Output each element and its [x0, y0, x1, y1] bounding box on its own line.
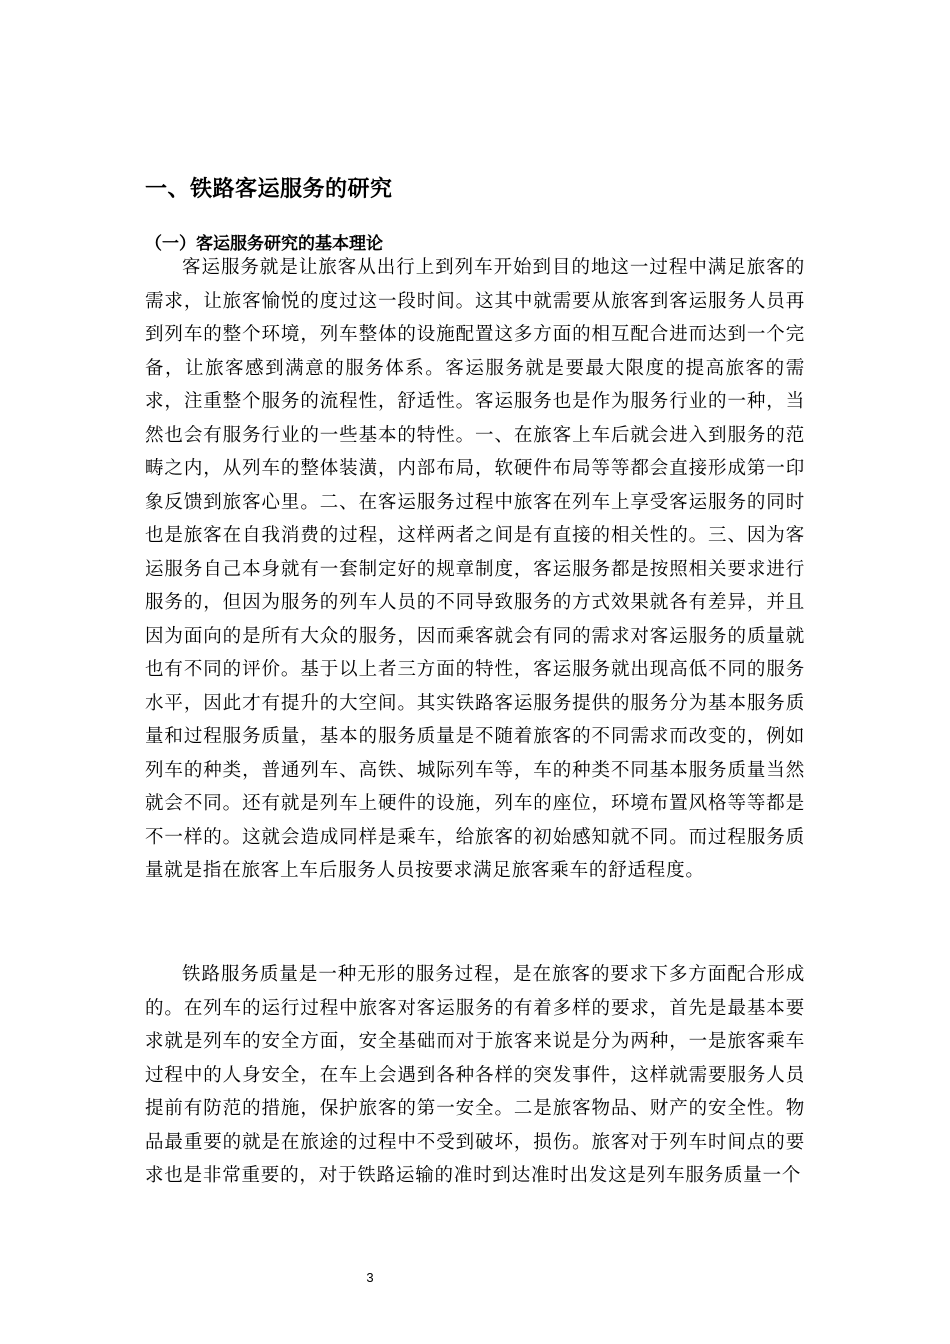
- body-paragraph: 铁路服务质量是一种无形的服务过程，是在旅客的要求下多方面配合形成的。在列车的运行过程中旅客对客运服务的有着多样的要求，首先是最基本要求就是列车的安全方面，安全基础而对于旅客来说是分为两种，一是旅客乘车过程中的人身安全，在车上会遇到各种各样的突发事件，这样就需要服务人员提前有防范的措施，保护旅客的第一安全。二是旅客物品、财产的安全性。物品最重要的就是在旅途的过程中不受到破坏，损伤。旅客对于列车时间点的要求也是非常重要的，对于铁路运输的准时到达准时出发这是列车服务质量一个: [145, 964, 805, 1186]
- subsection-heading: （一）客运服务研究的基本理论: [145, 234, 383, 254]
- section-heading: 一、铁路客运服务的研究: [145, 177, 393, 202]
- body-paragraph: 客运服务就是让旅客从出行上到列车开始到目的地这一过程中满足旅客的需求，让旅客愉悦的度过这一段时间。这其中就需要从旅客到客运服务人员再到列车的整个环境，列车整体的设施配置这多方面的相互配合进而达到一个完备，让旅客感到满意的服务体系。客运服务就是要最大限度的提高旅客的需求，注重整个服务的流程性，舒适性。客运服务也是作为服务行业的一种，当然也会有服务行业的一些基本的特性。一、在旅客上车后就会进入到服务的范畴之内，从列车的整体装潢，内部布局，软硬件布局等等都会直接形成第一印象反馈到旅客心里。二、在客运服务过程中旅客在列车上享受客运服务的同时也是旅客在自我消费的过程，这样两者之间是有直接的相关性的。三、因为客运服务自己本身就有一套制定好的规章制度，客运服务都是按照相关要求进行服务的，但因为服务的列车人员的不同导致服务的方式效果就各有差异，并且因为面向的是所有大众的服务，因而乘客就会有同的需求对客运服务的质量就也有不同的评价。基于以上者三方面的特性，客运服务就出现高低不同的服务水平，因此才有提升的大空间。其实铁路客运服务提供的服务分为基本服务质量和过程服务质量，基本的服务质量是不随着旅客的不同需求而改变的，例如列车的种类，普通列车、高铁、城际列车等，车的种类不同基本服务质量当然就会不同。还有就是列车上硬件的设施，列车的座位，环境布置风格等等都是不一样的。这就会造成同样是乘车，给旅客的初始感知就不同。而过程服务质量就是指在旅客上车后服务人员按要求满足旅客乘车的舒适程度。: [145, 257, 805, 881]
- page-number: 3: [366, 1270, 374, 1285]
